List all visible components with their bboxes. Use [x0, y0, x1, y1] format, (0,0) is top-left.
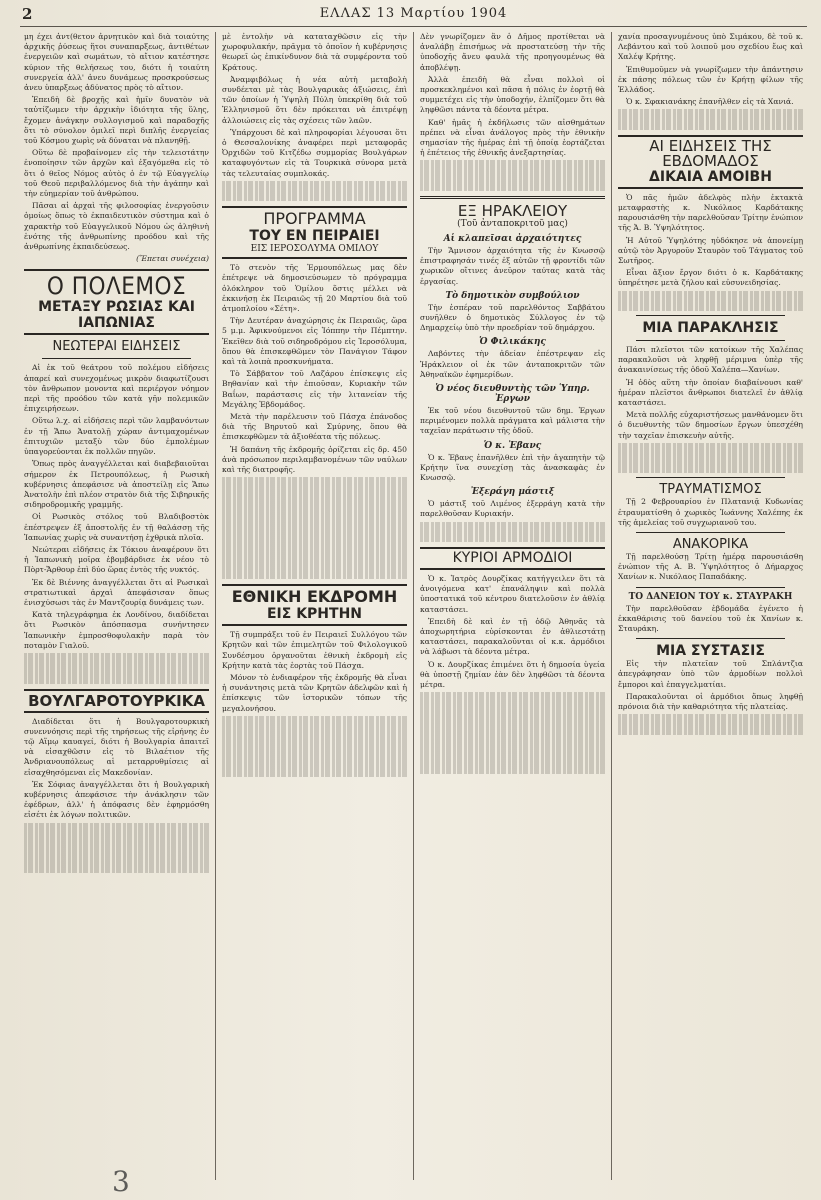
bulgarian-title: ΒΟΥΛΓΑΡΟΤΟΥΡΚΙΚΑ — [28, 691, 205, 710]
text-line — [222, 498, 407, 508]
article-text: μη έχει ἀντ(θετον ἀρνητικὸν καὶ διὰ τοιαύτης ἀρχικῆς ῥύσεως ἥτοι συναπαρξεως, ἀντιθέτων ἐνεργειῶν καὶ σωμάτων, τὸ αἴτιον κατέστησε κύριον τῆς θελήσεως του, διότι ἡ τοιαύτη συνεργεία ἀλλ' ἀνευ δυνάμεως προσκρούσεως ἀνευ ὑπαρξεως ἀδύνατος πρὸς τὸ αἴτιον. — [24, 32, 209, 93]
text-line — [420, 702, 605, 712]
text-line — [420, 160, 605, 170]
article-text: Ἐκ δὲ Βιέννης ἀναγγέλλεται ὅτι αἱ Ρωσικαὶ στρατιωτικαὶ ἀρχαὶ ἀπεφάσισαν ὅπως ἐνισχύσωσι τὰς ἐν Μαντζουρίᾳ δυνάμεις των. — [24, 577, 209, 607]
authorities-title: ΚΥΡΙΟΙ ΑΡΜΟΔΙΟΙ — [452, 550, 573, 567]
text-line — [420, 532, 605, 542]
divider — [636, 477, 785, 478]
article-text: Ἡ Αὐτοῦ Ὑψηλότης ηὐδόκησε νὰ ἀπονείμῃ αὐτῷ τὸν Ἀργυροῦν Σταυρὸν τοῦ Τάγματος τοῦ Σωτῆρος. — [618, 235, 803, 266]
section-heading: Αἱ κλαπεῖσαι ἀρχαιότητες — [443, 234, 582, 244]
article-text: Λαβόντες τὴν ἀδείαν ἐπέστρεψαν εἰς Ἡράκλειον οἱ ἐκ τῶν ἀνταποκριτῶν τῶν Ἀθηναϊκῶν ἐφημερίδων. — [420, 349, 605, 379]
war-title: Ο ΠΟΛΕΜΟΣ — [46, 272, 187, 301]
page-number: 2 — [22, 5, 33, 23]
week-news-headline — [618, 135, 803, 189]
war-news-heading: ΝΕΩΤΕΡΑΙ ΕΙΔΗΣΕΙΣ — [52, 339, 181, 355]
divider — [42, 358, 191, 359]
article-text: Τὴν Δευτέραν ἀναχώρησις ἐκ Πειραιῶς, ὥρα 5 μ.μ. Ἀφικνούμενοι εἰς Ἰόππην τὴν Πέμπτην. Ἐκεῖθεν διὰ τοῦ σιδηροδρόμου εἰς Ἱεροσόλυμα, ὅπου θὰ ἐπισκεφθῶμεν τὸν Πανάγιον Τάφον καὶ τὰ λοιπὰ προσκυνήματα. — [222, 316, 407, 367]
article-text: Καθ' ἡμᾶς ἡ ἐκδήλωσις τῶν αἰσθημάτων πρέπει νὰ εἶναι ἀνάλογος πρὸς τὴν ἐθνικὴν σημασίαν τῆς ἡμέρας ἐπὶ τῇ ὁποίᾳ ἑορτάζεται ἡ ἐπέτειος τῆς ἐθνικῆς ἀνεξαρτησίας. — [420, 117, 605, 158]
text-line — [222, 477, 407, 487]
text-line — [420, 692, 605, 702]
article-text: Ἡ δαπάνη τῆς ἐκδρομῆς ὁρίζεται εἰς δρ. 450 ἀνὰ πρόσωπον περιλαμβανομένων τῶν ναύλων καὶ τῆς διατροφῆς. — [222, 444, 407, 475]
text-line — [420, 713, 605, 723]
text-line — [420, 181, 605, 191]
article-text: Αἱ ἐκ τοῦ θεάτρου τοῦ πολέμου εἰδήσεις ἀπαρεί καὶ συνεχομένως μικρὸν διαφωτίζουσι τὸν ἄνθρωπον μονοντα καὶ περιέργον νόημον περὶ τῆς προόδου τῶν κατὰ γῆν πολεμικῶν ἐπιχειρήσεων. — [24, 363, 209, 414]
divider — [636, 638, 785, 639]
article-text: Οὕτω δὲ προβαίνομεν εἰς τὴν τελειοτάτην ἐνοποίησιν τῶν ἀρχῶν καὶ ἐξαγόμεθα εἰς τὸ ὅτι ὁ θεῖος Νόμος αὐτὸς ὁ ἐν τῷ Εὐαγγελίῳ τοῦ Θεοῦ περιβαλλόμενος διὰ τὴν ἀγάπην καὶ τὴν εὐημερίαν τοῦ ἀνθρώπου. — [24, 148, 209, 199]
article-text: Νεώτεραι εἰδήσεις ἐκ Τόκιου ἀναφέρουν ὅτι ἡ Ἰαπωνικὴ μοῖρα ἐβομβάρδισε ἐκ νέου τὸ Πὸρτ-Ἄρθουρ ἐπὶ δύο ὥρας ἐντὸς τῆς νυκτός. — [24, 544, 209, 575]
article-text: Διαδίδεται ὅτι ἡ Βουλγαροτουρκικὴ συνεννόησις περὶ τῆς τηρήσεως τῆς εἰρήνης ἐν τῷ Αἵμῳ καυαγεί, διότι ἡ Βουλγαρία ἀπαιτεῖ νὰ εἰσαχθῶσιν εἰς τὸ Βιλαέτιον τῆς Ἀνδριανουπόλεως αἱ μεταρρυθμίσεις αἱ εἰσαχθησόμεναι εἰς Μακεδονίαν. — [24, 716, 209, 777]
divider — [420, 196, 605, 199]
text-line — [222, 538, 407, 548]
program-headline — [222, 206, 407, 259]
text-line — [24, 863, 209, 873]
article-text: Εἶναι ἄξιον ἔργον διότι ὁ κ. Καρδάτακης ὑπηρέτησε μετὰ ζήλου καὶ εὐσυνειδησίας. — [618, 268, 803, 288]
text-line — [222, 559, 407, 569]
article-text: Κατὰ τηλεγράφημα ἐκ Λονδίνου, διαδίδεται ὅτι Ρωσικὸν ἀπόσπασμα συνήντησεν Ἰαπωνικὴν ἐμπροσθοφυλακὴν παρὰ τὸν ποταμὸν Γιαλοῦ. — [24, 610, 209, 650]
article-text: Εἰς τὴν πλατεῖαν τοῦ Σπλάντζια ἀπεγράφησαν ὑπὸ τῶν ἁρμοδίων πολλοὶ ἔμποροι καὶ ἐπαγγελματίαι. — [618, 659, 803, 689]
request-title: ΜΙΑ ΠΑΡΑΚΛΗΣΙΣ — [642, 320, 779, 336]
program-title: ΠΡΟΓΡΑΜΜΑ — [263, 209, 366, 229]
article-text: Τὴν ἐσπέραν τοῦ παρελθόντος Σαββάτου συνῆλθεν ὁ δημοτικὸς Σύλλογος ἐν τῷ Δημαρχείῳ ὑπὸ τὴν προεδρίαν τοῦ δημάρχου. — [420, 302, 605, 333]
text-line — [420, 171, 605, 181]
article-text: χανία προσαγνυμένους ὑπὸ Σιμάκου, δὲ τοῦ κ. Λεβάντου καὶ τοῦ λοιποῦ μου σχεδίου ἔως καὶ Χαλέψ Κρήτης. — [618, 32, 803, 62]
text-line — [618, 724, 803, 734]
text-line — [222, 549, 407, 559]
heraklion-title: ΕΞ ΗΡΑΚΛΕΙΟΥ — [457, 202, 568, 220]
loan-title: ΤΟ ΔΑΝΕΙΟΝ ΤΟΥ κ. ΣΤΑΥΡΑΚΗ — [628, 591, 793, 602]
section-heading: Ὁ κ. Ἐβανς — [483, 440, 542, 451]
masthead — [20, 4, 807, 27]
text-line — [420, 733, 605, 743]
text-line — [24, 663, 209, 673]
article-text: Ἐπιθυμοῦμεν νὰ γνωρίζωμεν τὴν ἀπάντησιν ἐκ πάσης πόλεως τῶν ἐν Κρήτῃ φίλων τῆς Ἑλλάδος. — [618, 64, 803, 95]
article-text: Μετὰ πολλῆς εὐχαριστήσεως μανθάνομεν ὅτι ὁ διευθυντὴς τῶν δημοσίων ἔργων ὑπεσχέθη τὴν ταχεῖαν ἐπισκευὴν αὐτῆς. — [618, 410, 803, 440]
text-line — [24, 843, 209, 853]
injury-title: ΤΡΑΥΜΑΤΙΣΜΟΣ — [659, 482, 762, 498]
crete-subtitle: ΕΙΣ ΚΡΗΤΗΝ — [266, 606, 363, 623]
text-line — [420, 723, 605, 733]
article-text: Πάσι πλεῖστοι τῶν κατοίκων τῆς Χαλέπας παρακαλοῦσι νὰ ληφθῇ μέριμνα ὑπὲρ τῆς ἀνακαινίσεως τῆς ὁδοῦ Χαλέπα—Χανίων. — [618, 345, 803, 375]
program-subtitle-2: ΕΙΣ ΙΕΡΟΣΟΛΥΜΑ ΟΜΙΛΟΥ — [250, 244, 379, 255]
authorities-headline — [420, 547, 605, 570]
text-line — [222, 487, 407, 497]
text-line — [618, 291, 803, 301]
article-text: Τὸ Σάββατον τοῦ Λαζάρου ἐπίσκεψις εἰς Βηθανίαν καὶ τὴν ἐπιοῦσαν, Κυριακὴν τῶν Βαΐων, παράστασις εἰς τὴν λιτανείαν τῆς Μεγάλης Ἑβδομάδος. — [222, 369, 407, 409]
article-text: Ἐκ τοῦ νέου διευθυντοῦ τῶν δημ. Ἐργων περιμένομεν πολλὰ πράγματα καὶ μάλιστα τὴν ταχεῖαν περάτωσιν τῆς ὁδοῦ. — [420, 406, 605, 436]
article-text: Τὴν παρελθοῦσαν ἑβδομάδα ἐγένετο ἡ ἐκκαθάρισις τοῦ δανείου τοῦ ἐκ Χανίων κ. Σταυράκη. — [618, 603, 803, 634]
article-text: Ὁ κ. Ἐβανς ἐπανῆλθεν ἐπὶ τὴν ἀγαπητὴν τῷ Κρήτην ἵνα συνεχίσῃ τὰς ἀνασκαφὰς ἐν Κνωσσῷ. — [420, 452, 605, 483]
divider — [636, 532, 785, 533]
continuation-note: (Ἕπεται συνέχεια) — [136, 254, 209, 264]
text-line — [420, 764, 605, 774]
program-subtitle: ΤΟΥ ΕΝ ΠΕΙΡΑΙΕΙ — [249, 228, 380, 245]
article-text: Μετὰ τὴν παρέλευσιν τοῦ Πάσχα ἐπάνοδος διὰ τῆς Βηρυτοῦ καὶ Σμύρνης, ὅπου θὰ ἐπισκεφθῶμεν τὰ ἀξιοθέατα τῆς πόλεως. — [222, 412, 407, 442]
columns — [18, 32, 809, 1180]
war-headline — [24, 269, 209, 335]
section-heading: Ἐξεράγη μάστιξ — [470, 487, 555, 498]
text-line — [420, 743, 605, 753]
text-line — [222, 746, 407, 756]
text-line — [222, 528, 407, 538]
section-heading: Τὸ δημοτικὸν συμβούλιον — [445, 290, 580, 301]
text-line — [222, 508, 407, 518]
article-text: Ὁ μάστιξ τοῦ Λιμένος ἐξερράγη κατὰ τὴν παρελθοῦσαν Κυριακήν. — [420, 499, 605, 519]
war-subtitle: ΜΕΤΑΞΥ ΡΩΣΙΑΣ ΚΑΙ ΙΑΠΩΝΙΑΣ — [38, 299, 195, 332]
text-line — [222, 191, 407, 201]
article-text: Ἡ ὁδὸς αὕτη τὴν ὁποίαν διαβαίνουσι καθ' ἡμέραν πλεῖστοι ἄνθρωποι διατελεῖ ἐν ἀθλίᾳ καταστάσει. — [618, 377, 803, 408]
crete-title: ΕΘΝΙΚΗ ΕΚΔΡΟΜΗ — [231, 587, 398, 607]
text-line — [618, 714, 803, 724]
article-text: Ὁ πᾶς ἡμῶν ἀδελφὸς πλὴν ἐκτακτὰ μεταφραστὴς κ. Νικόλαος Καρδάτακης παρουσιάσθη τὴν παρελθοῦσαν Τρίτην ἐνώπιον τῆς Ἀ. Β. Ὑψηλότητος. — [618, 192, 803, 233]
divider — [636, 340, 785, 341]
text-line — [222, 518, 407, 528]
text-line — [222, 736, 407, 746]
week-news-subtitle: ΔΙΚΑΙΑ ΑΜΟΙΒΗ — [649, 168, 772, 185]
article-text: Δὲν γνωρίζομεν ἂν ὁ Δῆμος προτίθεται νὰ ἀναλάβῃ ἐπισήμως νὰ προστατεύσῃ τὴν τῆς ὑποδοχῆς ἄνευ φαυλὰ τῆς προηγουμένως θὰ ἀποβλέψῃ. — [420, 32, 605, 72]
week-news-title: ΑΙ ΕΙΔΗΣΕΙΣ ΤΗΣ ΕΒΔΟΜΑΔΟΣ — [649, 136, 772, 170]
article-text: Πᾶσαι αἱ ἀρχαὶ τῆς φιλοσοφίας ἐνεργοῦσιν ὁμοίως ὅπως τὸ ἐκπαιδευτικὸν σύστημα καὶ ὁ χαρακτὴρ τοῦ Εὐαγγελικοῦ Νόμου ὡς ἀληθινὴ ἑνότης τῆς ἀνθρωπίνης προόδου καὶ τῆς ἀνθρωπίνης ἐκπαιδεύσεως. — [24, 201, 209, 252]
article-text: μὲ ἐντολὴν νὰ καταταχθῶσιν εἰς τὴν χωροφυλακήν, πρᾶγμα τὸ ὁποῖον ἡ κυβέρνησις θεωρεῖ ὡς ἐπικίνδυνον διὰ τὰ συμφέροντα τοῦ Κράτους. — [222, 32, 407, 72]
article-text: Τὸ στενὸν τῆς Ἑρμουπόλεως μας δὲν ἐπέτρεψε νὰ δημοσιεύσωμεν τὸ πρόγραμμα ὁλόκληρον τοῦ Ὁμίλου ὅστις μέλλει νὰ ἐκκινήσῃ ἐκ Πειραιῶς τῇ 20 Μαρτίου διὰ τοῦ ἀτμοπλοίου «Σέτη». — [222, 263, 407, 314]
article-text: Τῇ συμπράξει τοῦ ἐν Πειραιεῖ Συλλόγου τῶν Κρητῶν καὶ τῶν ἐπιμελητῶν τοῦ Φιλολογικοῦ Συνδέσμου ὀργανοῦται ἐθνικὴ ἐκδρομὴ εἰς Κρήτην κατὰ τὰς ἑορτὰς τοῦ Πάσχα. — [222, 630, 407, 670]
text-line — [222, 569, 407, 579]
recommendation-title: ΜΙΑ ΣΥΣΤΑΣΙΣ — [656, 643, 765, 660]
announcements-title: ΑΝΑΚΟΡΙΚΑ — [672, 537, 749, 552]
text-line — [618, 120, 803, 130]
text-line — [618, 463, 803, 473]
text-line — [222, 767, 407, 777]
text-line — [618, 109, 803, 119]
article-text: Ἐκ Σόφιας ἀναγγέλλεται ὅτι ἡ Βουλγαρικὴ κυβέρνησις ἀπεφάσισε τὴν ἀνάκλησιν τῶν ἐφέδρων, ἀλλ' ἡ ἀπόφασις δὲν ἐφηρμόσθη εἰσέτι ἐκ λόγων πολιτικῶν. — [24, 779, 209, 820]
divider — [636, 587, 785, 588]
handwritten-mark: 3 — [112, 1165, 130, 1198]
article-text: Μόνον τὸ ἐνδιαφέρον τῆς ἐκδρομῆς θὰ εἶναι ἡ συνάντησις μετὰ τῶν Κρητῶν ἀδελφῶν καὶ ἡ ἐπίσκεψις τῶν ἱστορικῶν τόπων τῆς μεγαλονήσου. — [222, 672, 407, 713]
column-1 — [18, 32, 216, 1180]
text-line — [618, 453, 803, 463]
text-line — [222, 716, 407, 726]
text-line — [24, 653, 209, 663]
column-3 — [414, 32, 612, 1180]
article-text: Οἱ Ρωσικὸς στόλος τοῦ Βλαδιβοστὸκ ἐπέστρεψεν ἐξ ἀποστολῆς ἐν τῇ θαλάσσῃ τῆς Ἰαπωνίας χωρὶς νὰ συναντήσῃ ἐχθρικὰ πλοῖα. — [24, 512, 209, 542]
article-text: Ὁ κ. Σφακιανάκης ἐπανῆλθεν εἰς τὰ Χανιά. — [626, 97, 794, 107]
text-line — [222, 181, 407, 191]
article-text: Τὴν Ἄμνισον ἀρχαιότητα τῆς ἐν Κνωσσῷ ἐπιστραφησάν τινές ἐξ αὐτῶν τῇ φροντίδι τῶν χωρικῶν οἵτινες ἀνεῦρον ταύτας κατὰ τὰς ἐργασίας. — [420, 246, 605, 286]
text-line — [618, 443, 803, 453]
article-text: Ἀναμφιβόλως ἡ νέα αὐτὴ μεταβολὴ συνδέεται μὲ τὰς Βουλγαρικὰς ἀξιώσεις, ἐπὶ τῶν ὁποίων ἡ Ὑψηλὴ Πύλη ὑπεκρίθη διὰ τοῦ Ἐλληνισμοῦ ὅτι δὲν πρόκειται νὰ ἐπιτρέψῃ ἀλλοιώσεις εἰς τὰς σχέσεις τῶν λαῶν. — [222, 74, 407, 125]
text-line — [24, 823, 209, 833]
text-line — [420, 522, 605, 532]
article-text: Τῇ 2 Φεβρουαρίου ἐν Πλατανιᾷ Κυδωνίας ἐτραυματίσθη ὁ χωρικὸς Ἰωάννης Χαλέπης ἐκ τῆς ἀμελείας τοῦ συγχωριανοῦ του. — [618, 497, 803, 527]
text-line — [618, 301, 803, 311]
article-text: Τῇ παρελθούσῃ Τρίτῃ ἡμέρᾳ παρουσιάσθη ἐνώπιον τῆς Α. Β. Ὑψηλότητος ὁ Δήμαρχος Χανίων κ. Νικόλαος Παπαδάκης. — [618, 552, 803, 582]
text-line — [420, 753, 605, 763]
text-line — [24, 673, 209, 683]
article-text: Ὅπως πρὸς ἀναγγέλλεται καὶ διαβεβαιοῦται σήμερον ἐκ Πετρουπόλεως, ἡ Ρωσικὴ κυβέρνησις ἀπεφάσισε νὰ ἀποστείλῃ εἰς Ἄπω Ἀνατολὴν ἐπὶ πλέον στρατὸν διὰ τῆς Σιβηρικῆς σιδηροδρομικῆς γραμμῆς. — [24, 459, 209, 510]
article-text: Ὑπάρχουσι δὲ καὶ πληροφορίαι λέγουσαι ὅτι ὁ Θεσσαλονίκης ἀναφέρει περὶ μεταφορᾶς Ὀρχιδῶν τοῦ Κιτζέδω συμμορίας Βουλγάρων καταφυγόντων εἰς τὰ Τουρκικὰ σύνορα μετὰ τὰς τελευταίας συμπλοκάς. — [222, 127, 407, 178]
column-4 — [612, 32, 809, 1180]
crete-headline — [222, 584, 407, 626]
article-text: Παρακαλοῦνται οἱ ἁρμόδιοι ὅπως ληφθῇ πρόνοια διὰ τὴν καθαριότητα τῆς πλατείας. — [618, 691, 803, 712]
article-text: Ὁ κ. Ἰατρὸς Δουρζίκας κατήγγειλεν ὅτι τὰ ἀνοιγόμενα κατ' ἐπανάληψιν καὶ πολλὰ ὑποστατικά τοῦ κέντρου διατελοῦσιν ἐν ἀθλίᾳ καταστάσει. — [420, 574, 605, 614]
section-heading: Ὁ νέος διευθυντὴς τῶν Ὑπηρ. Ἐργων — [435, 384, 590, 405]
article-text: Ἐπειδὴ δὲ καὶ ἐν τῇ ὁδῷ Ἀθηνᾶς τὰ ἀποχωρητήρια εὑρίσκονται ἐν ἀθλιεστάτῃ καταστάσει, παρακαλοῦνται οἱ κ.κ. ἁρμόδιοι νὰ λάβωσι τὰ δέοντα μέτρα. — [420, 616, 605, 657]
article-text: Οὕτω λ.χ. αἱ εἰδήσεις περὶ τῶν λαμβανόντων ἐν τῇ Ἄπω Ἀνατολῇ χώραν ἀντιμαχομένων ἐπιτυχιῶν μεταξὺ τῶν δύο ἐμπολέμων ὑπαγορεύονται ἐκ πολλῶν πηγῶν. — [24, 416, 209, 457]
article-text: Ὁ κ. Δουρζίκας ἐπιμένει ὅτι ἡ δημοσία ὑγεία θὰ ὑποστῇ ζημίαν ἐὰν δὲν ληφθῶσι τὰ δέοντα μέτρα. — [420, 659, 605, 690]
text-line — [24, 853, 209, 863]
section-heading: Ὁ Φιλικάκης — [479, 337, 546, 348]
bulgarian-headline — [24, 689, 209, 713]
text-line — [222, 726, 407, 736]
correspondent-note: (Τοῦ ἀνταποκριτοῦ μας) — [457, 219, 568, 229]
article-text: Ἐπειδὴ δὲ βροχῆς καὶ ἡμῖν δυνατὸν νὰ ταὐτίζωμεν τὴν ἀρχικὴν ἰδιότητα τῆς ὕλης, ἔχομεν ἀνάγκην συλλογισμοῦ καὶ παραδοχῆς ὅτι τὸ σύνολον ὁμιλεῖ περὶ διπλῆς ἐνεργείας τοῦ Κόσμου χωρὶς νὰ δύναται νὰ πλανηθῇ. — [24, 95, 209, 146]
text-line — [24, 833, 209, 843]
column-2 — [216, 32, 414, 1180]
article-text: Ἀλλὰ ἐπειδὴ θὰ εἶναι πολλοὶ οἱ προσκεκλημένοι καὶ πᾶσα ἡ πόλις ἐν ἑορτῇ θὰ συμμετέχει εἰς τὴν ὑποδοχήν, ἐλπίζομεν ὅτι θὰ ληφθῶσι πάντα τὰ δέοντα μέτρα. — [420, 74, 605, 115]
text-line — [222, 757, 407, 767]
divider — [636, 315, 785, 316]
newspaper-title: ΕΛΛΑΣ 13 Μαρτίου 1904 — [319, 6, 508, 21]
